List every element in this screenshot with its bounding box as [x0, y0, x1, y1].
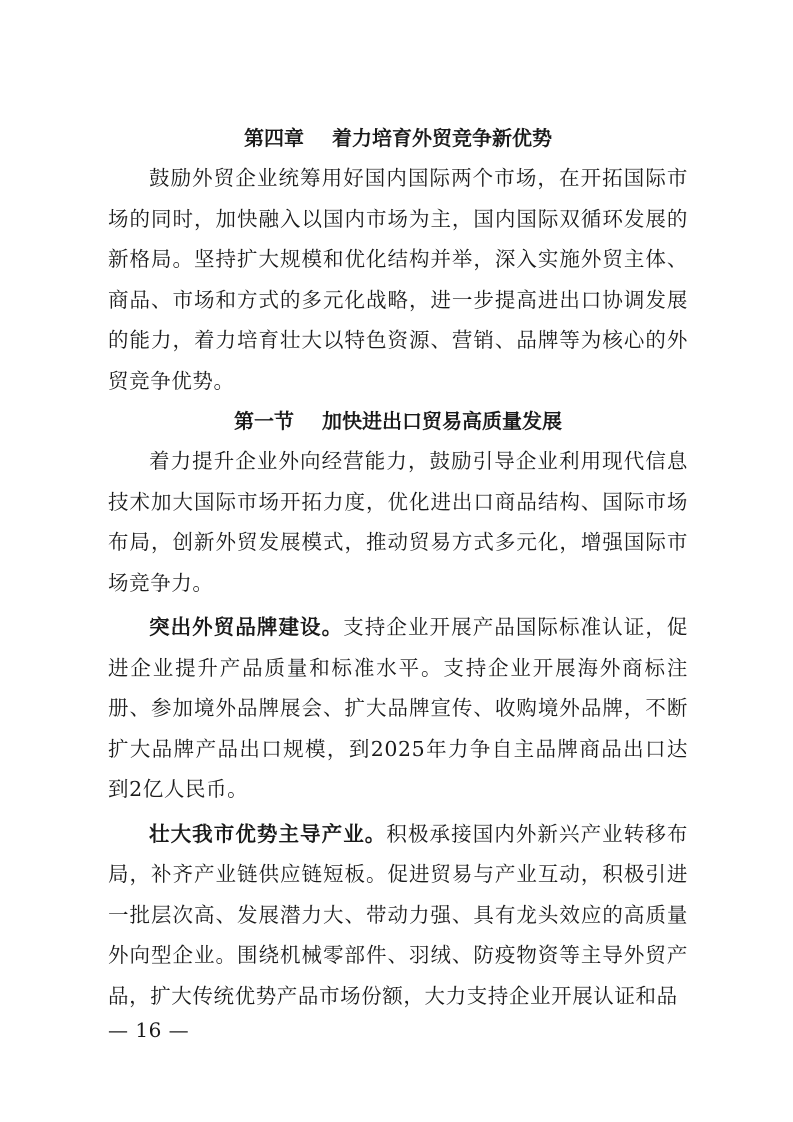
- page-number: — 16 —: [108, 1018, 190, 1042]
- section-heading: [108, 401, 688, 441]
- item-body-brand: 支持企业开展产品国际标准认证，促进企业提升产品质量和标准水平。支持企业开展海外商标注册、参加境外品牌展会、扩大品牌宣传、收购境外品牌，不断扩大品牌产品出口规模，到2025年力争自主品牌商品出口达到2亿人民币。: [108, 615, 688, 801]
- item-lead-industry: 壮大我市优势主导产业。: [149, 821, 387, 846]
- section-number: 第一节: [234, 409, 294, 433]
- item-paragraph-industry: [108, 814, 688, 1017]
- item-paragraph-brand: [108, 607, 688, 810]
- item-body-industry: 积极承接国内外新兴产业转移布局，补齐产业链供应链短板。促进贸易与产业互动，积极引进一批层次高、发展潜力大、带动力强、具有龙头效应的高质量外向型企业。围绕机械零部件、羽绒、防疫物资等主导外贸产品，扩大传统优势产品市场份额，大力支持企业开展认证和品: [108, 821, 688, 1008]
- chapter-title: 着力培育外贸竞争新优势: [332, 126, 552, 150]
- chapter-intro-paragraph: 鼓励外贸企业统筹用好国内国际两个市场，在开拓国际市场的同时，加快融入以国内市场为主，国内国际双循环发展的新格局。坚持扩大规模和优化结构并举，深入实施外贸主体、商品、市场和方式的多元化战略，进一步提高进出口协调发展的能力，着力培育壮大以特色资源、营销、品牌等为核心的外贸竞争优势。: [108, 166, 688, 393]
- item-lead-brand: 突出外贸品牌建设。: [149, 615, 344, 639]
- page-content: [108, 118, 688, 1016]
- chapter-heading: [108, 118, 688, 158]
- section-intro-paragraph: 着力提升企业外向经营能力，鼓励引导企业利用现代信息技术加大国际市场开拓力度，优化进出口商品结构、国际市场布局，创新外贸发展模式，推动贸易方式多元化，增强国际市场竞争力。: [108, 449, 688, 595]
- section-title: 加快进出口贸易高质量发展: [322, 409, 562, 433]
- chapter-number: 第四章: [244, 126, 304, 150]
